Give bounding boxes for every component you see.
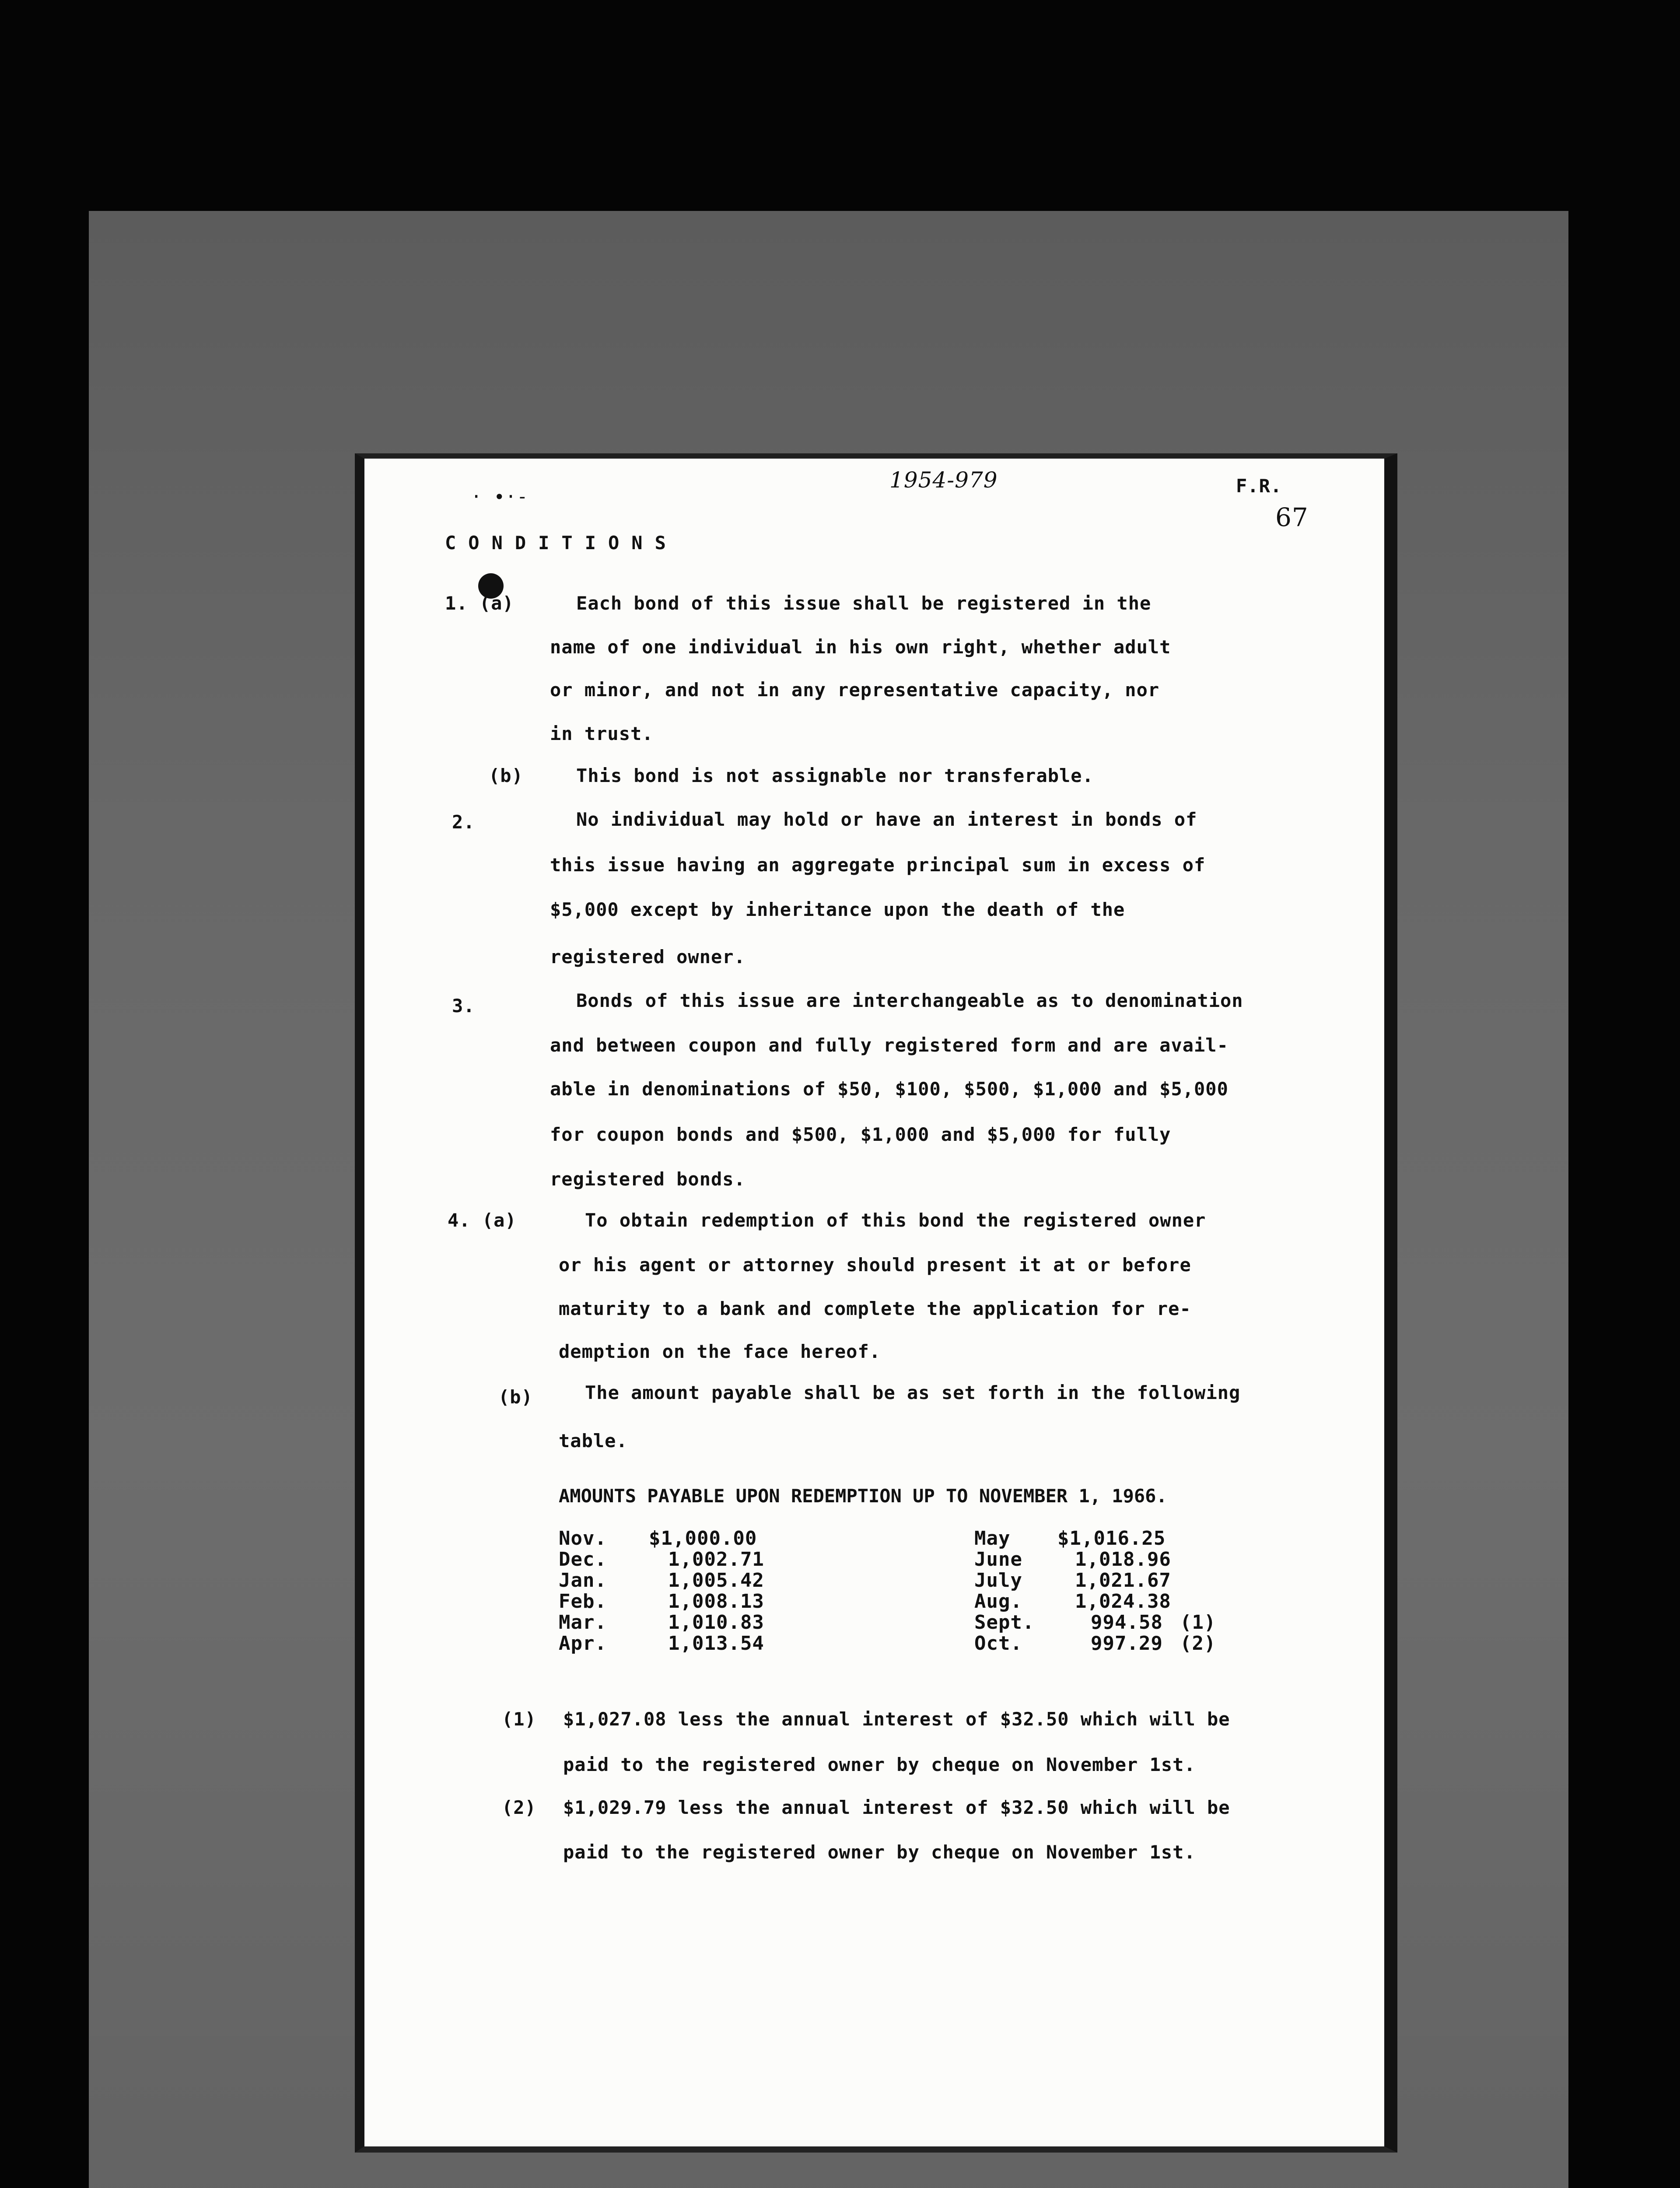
item-line: The amount payable shall be as set forth in the following (585, 1382, 1241, 1403)
month-label: June (974, 1548, 1022, 1571)
table-title: AMOUNTS PAYABLE UPON REDEMPTION UP TO NOVEMBER 1, 1966. (559, 1485, 1167, 1507)
item-line: $5,000 except by inheritance upon the death of the (550, 899, 1125, 920)
item-line: name of one individual in his own right, whether adult (550, 636, 1171, 658)
footnote-marker: (1) (1180, 1611, 1216, 1634)
month-label: Jan. (559, 1569, 607, 1592)
section-title: CONDITIONS (445, 532, 678, 554)
item-line: Bonds of this issue are interchangeable as to denomination (576, 990, 1243, 1011)
item-line: table. (559, 1430, 628, 1452)
month-label: Nov. (559, 1527, 607, 1550)
month-label: July (974, 1569, 1022, 1592)
item-number: 3. (452, 995, 475, 1017)
footnote-line: paid to the registered owner by cheque on November 1st. (563, 1754, 1196, 1775)
amount-value: 1,010.83 (668, 1611, 764, 1634)
amount-value: 994.58 (1091, 1611, 1163, 1634)
amount-value: 1,005.42 (668, 1569, 764, 1592)
footnote-marker: (2) (1180, 1632, 1216, 1655)
item-line: or his agent or attorney should present it at or before (559, 1254, 1191, 1276)
page-number: 67 (1275, 502, 1309, 532)
month-label: Sept. (974, 1611, 1035, 1634)
footnote-number: (2) (502, 1797, 536, 1818)
month-label: Apr. (559, 1632, 607, 1655)
item-line: or minor, and not in any representative capacity, nor (550, 679, 1160, 701)
item-number: 4. (a) (448, 1210, 517, 1231)
amount-value: 1,021.67 (1075, 1569, 1171, 1592)
item-line: To obtain redemption of this bond the registered owner (585, 1210, 1206, 1231)
item-number: 1. (a) (445, 593, 514, 614)
file-reference: F.R. (1236, 475, 1282, 497)
item-number: (b) (498, 1386, 533, 1408)
handwritten-reference: 1954-979 (889, 467, 998, 493)
footnote-line: $1,027.08 less the annual interest of $32.50 which will be (563, 1708, 1230, 1730)
footnote-line: paid to the registered owner by cheque on November 1st. (563, 1841, 1196, 1863)
amount-value: $1,016.25 (1057, 1527, 1166, 1550)
amount-value: 1,024.38 (1075, 1590, 1171, 1613)
amount-value: 997.29 (1091, 1632, 1163, 1655)
item-line: in trust. (550, 723, 654, 744)
item-number: (b) (489, 765, 523, 786)
item-line: registered owner. (550, 946, 746, 968)
month-label: Feb. (559, 1590, 607, 1613)
item-line: for coupon bonds and $500, $1,000 and $5,000 for fully (550, 1124, 1171, 1145)
header-stamp: · ∙·- (471, 486, 540, 507)
item-line: and between coupon and fully registered form and are avail- (550, 1034, 1228, 1056)
month-label: Aug. (974, 1590, 1022, 1613)
item-line: registered bonds. (550, 1168, 746, 1190)
item-line: This bond is not assignable nor transferable. (576, 765, 1094, 786)
amount-value: $1,000.00 (649, 1527, 757, 1550)
item-line: Each bond of this issue shall be registered in the (576, 593, 1152, 614)
amount-value: 1,018.96 (1075, 1548, 1171, 1571)
amount-value: 1,008.13 (668, 1590, 764, 1613)
footnote-line: $1,029.79 less the annual interest of $32.50 which will be (563, 1797, 1230, 1818)
item-line: maturity to a bank and complete the application for re- (559, 1298, 1191, 1319)
month-label: Mar. (559, 1611, 607, 1634)
amount-value: 1,002.71 (668, 1548, 764, 1571)
month-label: May (974, 1527, 1011, 1550)
item-line: able in denominations of $50, $100, $500, $1,000 and $5,000 (550, 1078, 1228, 1100)
item-line: demption on the face hereof. (559, 1341, 881, 1362)
month-label: Dec. (559, 1548, 607, 1571)
item-line: No individual may hold or have an interest in bonds of (576, 809, 1197, 830)
month-label: Oct. (974, 1632, 1022, 1655)
item-line: this issue having an aggregate principal sum in excess of (550, 854, 1206, 876)
footnote-number: (1) (502, 1708, 536, 1730)
item-number: 2. (452, 811, 475, 833)
amount-value: 1,013.54 (668, 1632, 764, 1655)
document-page (355, 453, 1397, 2153)
